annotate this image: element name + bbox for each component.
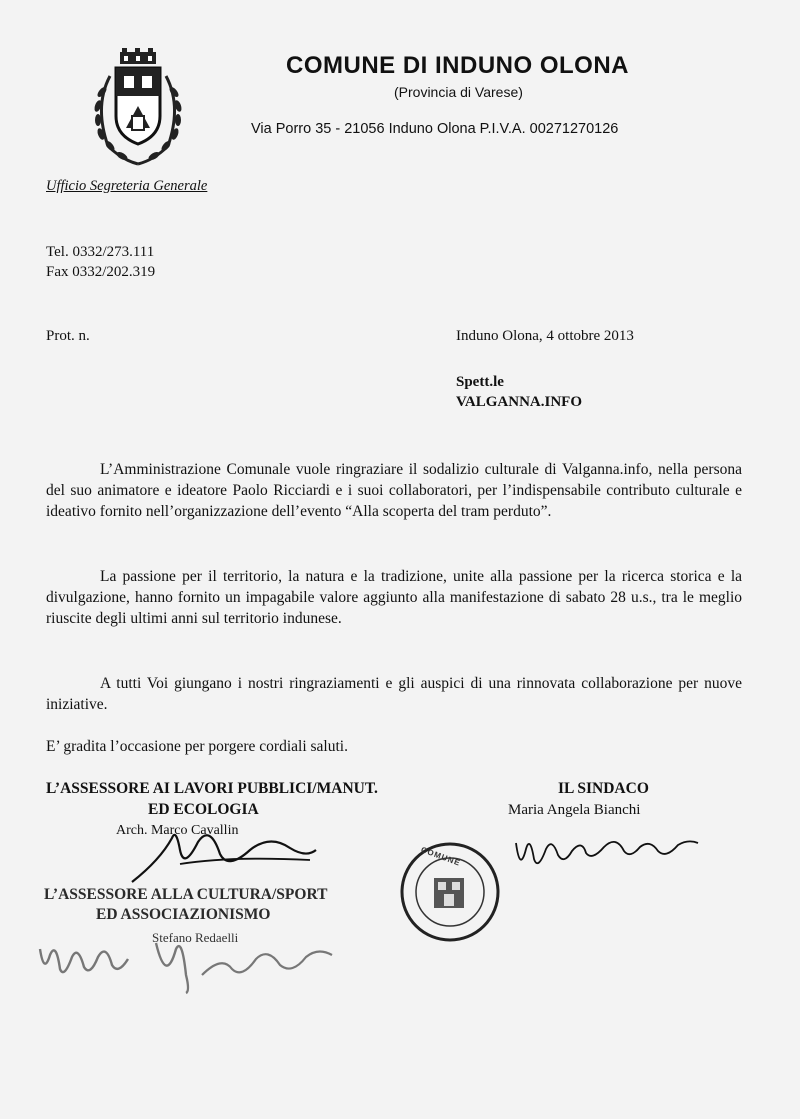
- office-name: Ufficio Segreteria Generale: [46, 178, 208, 194]
- municipality-title: COMUNE DI INDUNO OLONA: [286, 52, 629, 79]
- province-subtitle: (Provincia di Varese): [394, 84, 523, 100]
- municipality-address: Via Porro 35 - 21056 Induno Olona P.I.V.A. 00271270126: [251, 121, 619, 137]
- sindaco-title: IL SINDACO: [558, 780, 649, 797]
- letter-date: Induno Olona, 4 ottobre 2013: [456, 328, 634, 344]
- recipient-name: VALGANNA.INFO: [456, 394, 582, 410]
- body-paragraph: L’Amministrazione Comunale vuole ringraziare il sodalizio culturale di Valganna.info, nella persona del suo animatore e ideatore Paolo Ricciardi e i suoi collaboratori, per l’indispensabile contributo culturale e ideativo fornito nell’organizzazione dell’evento “Alla scoperta del tram perduto”.: [46, 461, 742, 520]
- telephone-number: Tel. 0332/273.111: [46, 244, 155, 260]
- seal-text: COMUNE: [419, 845, 462, 868]
- assessore-lavori-title-line2: ED ECOLOGIA: [148, 801, 259, 818]
- assessore-lavori-title: L’ASSESSORE AI LAVORI PUBBLICI/MANUT.: [46, 780, 378, 797]
- body-paragraph: A tutti Voi giungano i nostri ringraziamenti e gli auspici di una rinnovata collaborazione per nuove iniziative.: [46, 675, 742, 713]
- closing-paragraph: E’ gradita l’occasione per porgere cordiali saluti.: [46, 738, 348, 755]
- municipal-crest-icon: [86, 46, 190, 170]
- assessore-cultura-name: Stefano Redaelli: [152, 930, 239, 945]
- assessore-lavori-signature: [120, 820, 320, 890]
- sindaco-name: Maria Angela Bianchi: [508, 802, 641, 818]
- assessore-cultura-signature: [36, 935, 336, 995]
- assessore-lavori-name: Arch. Marco Cavallin: [116, 823, 239, 838]
- assessore-cultura-title: L’ASSESSORE ALLA CULTURA/SPORT: [44, 886, 328, 903]
- assessore-cultura-title-line2: ED ASSOCIAZIONISMO: [96, 906, 271, 923]
- sindaco-signature: [512, 825, 702, 875]
- body-paragraph: La passione per il territorio, la natura e la tradizione, unite alla passione per la ricerca storica e la divulgazione, hanno fornito un impagabile valore aggiunto alla manifestazione di sabato 28 u.s., tra le meglio riuscite degli ultimi anni sul territorio indunese.: [46, 568, 742, 627]
- fax-number: Fax 0332/202.319: [46, 264, 156, 280]
- protocol-number: Prot. n.: [46, 328, 90, 344]
- recipient-salutation: Spett.le: [456, 374, 504, 390]
